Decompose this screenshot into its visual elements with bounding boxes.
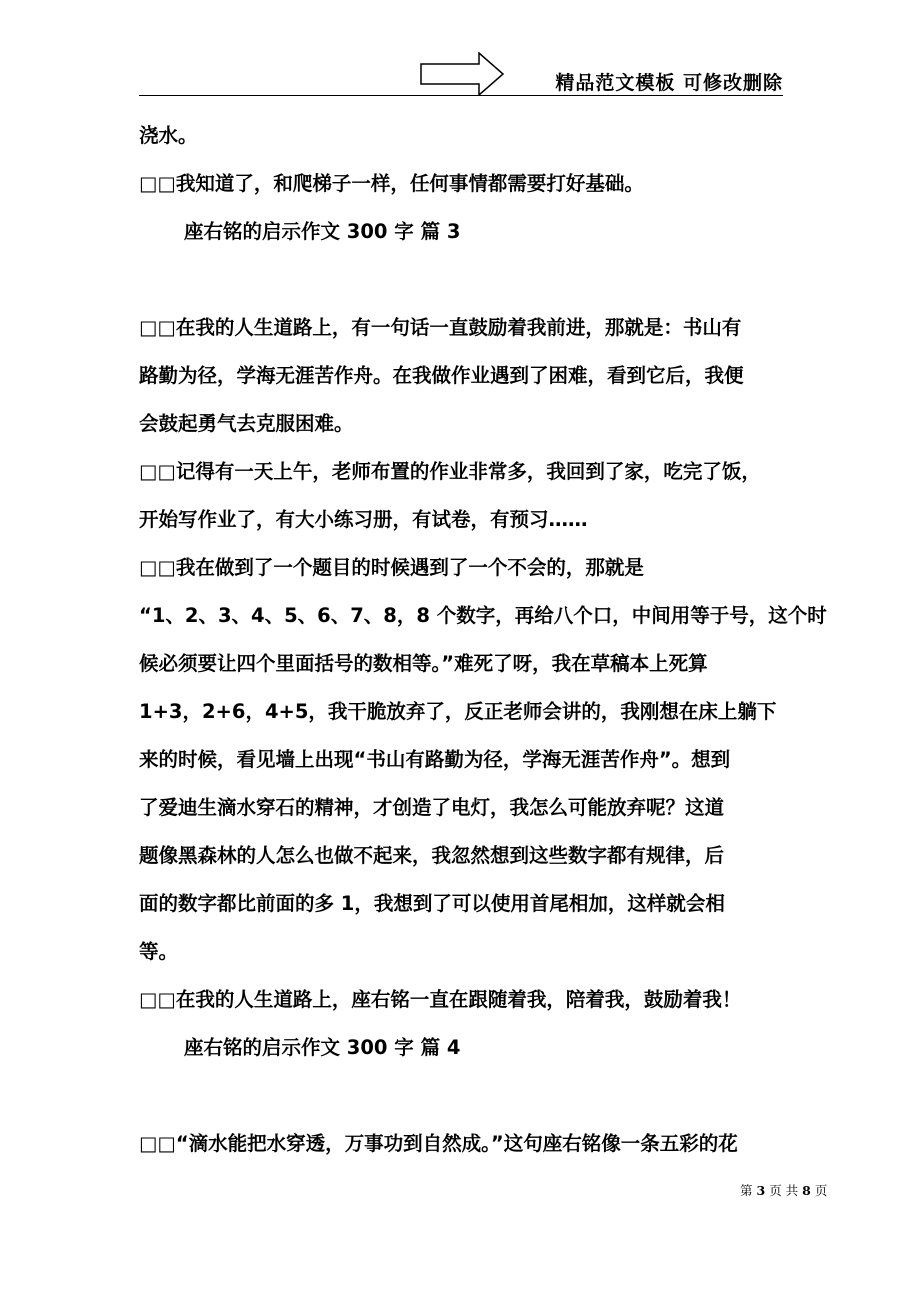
page-total: 8: [802, 1183, 811, 1198]
text-line: 会鼓起勇气去克服困难。: [139, 412, 354, 435]
text-line: “1、2、3、4、5、6、7、8，8 个数字，再给八个口，中间用等于号，这个时: [139, 604, 827, 627]
section-heading: 座右铭的启示作文 300 字 篇 4: [184, 1036, 461, 1059]
footer-mid: 页 共: [769, 1183, 799, 1198]
text-line: 了爱迪生滴水穿石的精神，才创造了电灯，我怎么可能放弃呢？这道: [139, 796, 725, 819]
text-line: 1+3，2+6，4+5，我干脆放弃了，反正老师会讲的，我刚想在床上躺下: [139, 700, 777, 723]
text-line: 面的数字都比前面的多 1，我想到了可以使用首尾相加，这样就会相: [139, 892, 725, 915]
text-line: 题像黑森林的人怎么也做不起来，我忽然想到这些数字都有规律，后: [139, 844, 725, 867]
text-line: □□在我的人生道路上，有一句话一直鼓励着我前进，那就是：书山有: [139, 316, 742, 339]
footer-prefix: 第: [740, 1183, 753, 1198]
text-line: 来的时候，看见墙上出现“书山有路勤为径，学海无涯苦作舟”。想到: [139, 748, 731, 771]
page-footer: [740, 1181, 827, 1199]
text-line: 浇水。: [139, 124, 198, 147]
text-line: □□记得有一天上午，老师布置的作业非常多，我回到了家，吃完了饭，: [139, 460, 761, 483]
text-line: □□我在做到了一个题目的时候遇到了一个不会的，那就是: [139, 556, 644, 579]
header-title: 精品范文模板 可修改删除: [555, 72, 783, 94]
text-line: 开始写作业了，有大小练习册，有试卷，有预习……: [139, 508, 588, 531]
text-line: □□我知道了，和爬梯子一样，任何事情都需要打好基础。: [139, 172, 644, 195]
text-line: □□“滴水能把水穿透，万事功到自然成。”这句座右铭像一条五彩的花: [139, 1132, 738, 1155]
page-header: [139, 52, 783, 96]
page-number: 3: [756, 1183, 766, 1198]
section-heading: 座右铭的启示作文 300 字 篇 3: [184, 220, 461, 243]
header-rule: [139, 95, 783, 96]
arrow-right-icon: [420, 52, 506, 96]
footer-suffix: 页: [814, 1183, 828, 1198]
text-line: 等。: [139, 940, 179, 963]
text-line: 路勤为径，学海无涯苦作舟。在我做作业遇到了困难，看到它后，我便: [139, 364, 744, 387]
text-line: □□在我的人生道路上，座右铭一直在跟随着我，陪着我，鼓励着我！: [139, 988, 742, 1011]
text-line: 候必须要让四个里面括号的数相等。”难死了呀，我在草稿本上死算: [139, 652, 708, 675]
